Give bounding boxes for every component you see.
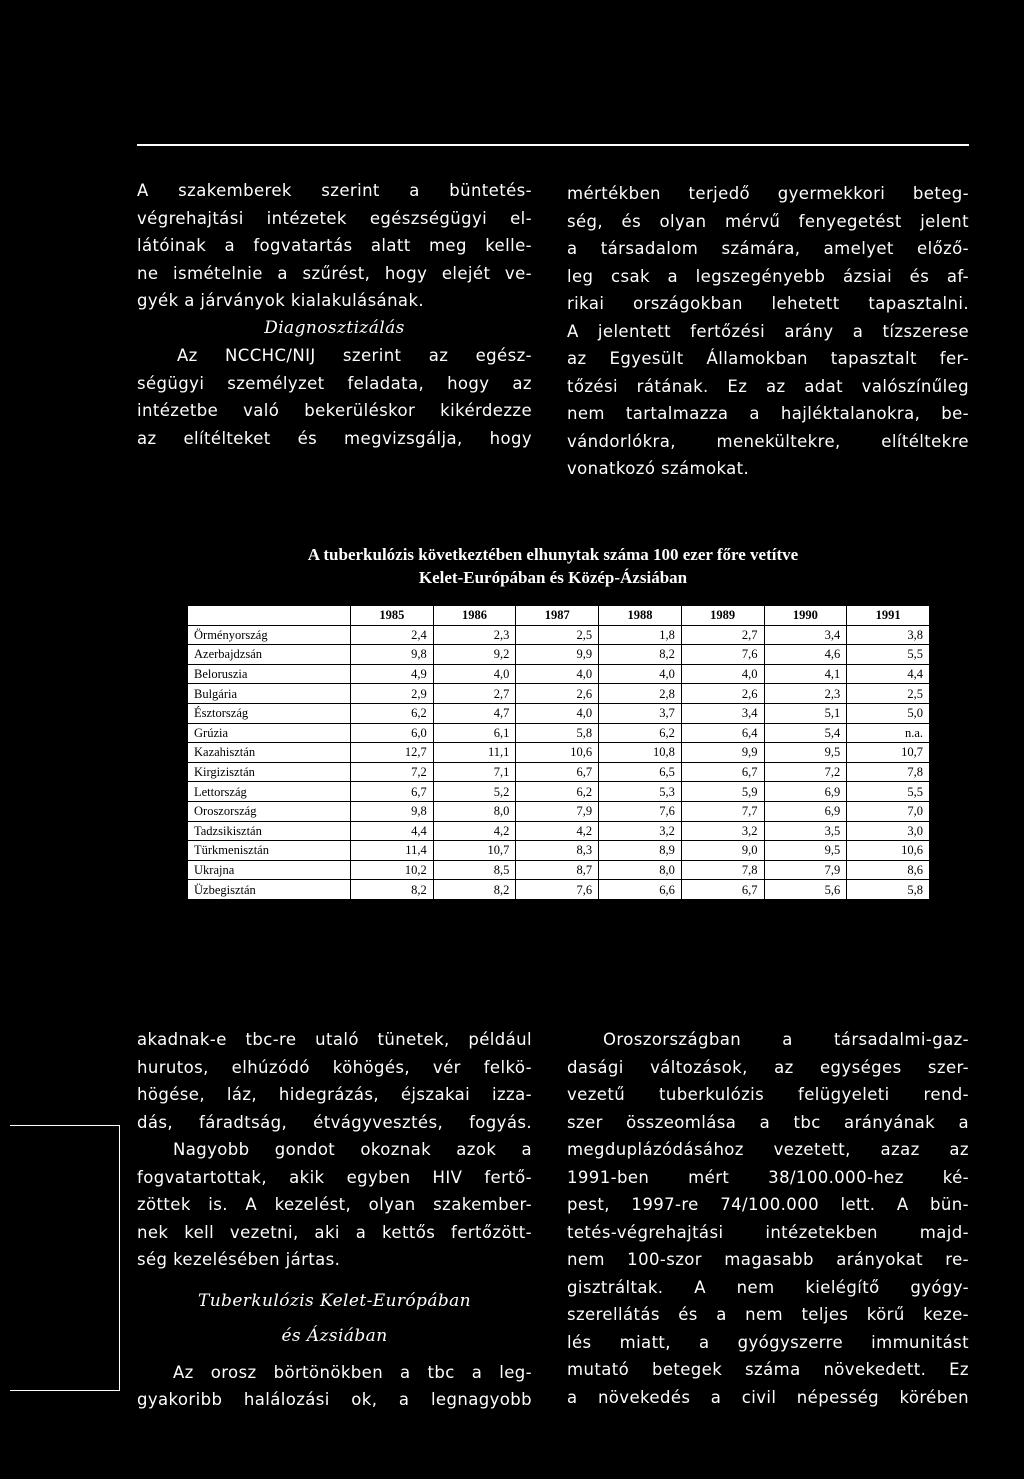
text-line: nem tartalmazza a hajléktalanokra, be- <box>567 404 969 423</box>
value-cell: 7,1 <box>433 762 516 782</box>
value-cell: 8,2 <box>433 880 516 900</box>
country-cell: Azerbajdzsán <box>188 645 351 665</box>
value-cell: 7,6 <box>516 880 599 900</box>
text-line: végrehajtási intézetek egészségügyi el- <box>137 208 532 228</box>
value-cell: 7,2 <box>764 762 847 782</box>
value-cell: 5,0 <box>847 703 930 723</box>
text-line: pest, 1997-re 74/100.000 lett. A bün- <box>567 1195 969 1214</box>
value-cell: 4,4 <box>351 821 434 841</box>
table-row <box>188 782 930 802</box>
section-heading-tb-asia: és Ázsiában <box>281 1326 388 1346</box>
value-cell: 5,4 <box>764 723 847 743</box>
year-header: 1986 <box>433 606 516 626</box>
text-line: Oroszországban a társadalmi-gaz- <box>603 1030 969 1049</box>
text-line: A szakemberek szerint a büntetés- <box>137 181 532 200</box>
text-line: ség, és olyan mérvű fenyegetést jelent <box>567 211 969 231</box>
year-header: 1991 <box>847 606 930 626</box>
value-cell: 6,6 <box>599 880 682 900</box>
value-cell: 8,9 <box>599 841 682 861</box>
country-cell: Bulgária <box>188 684 351 704</box>
table-caption: A tuberkulózis következtében elhunytak száma 100 ezer főre vetítve <box>307 545 799 564</box>
value-cell: 9,9 <box>516 645 599 665</box>
table-caption-subtitle: Kelet-Európában és Közép-Ázsiában <box>418 568 688 587</box>
text-line: ség kezelésében jártas. <box>137 1250 341 1269</box>
table-row <box>188 684 930 704</box>
text-line: lés miatt, a gyógyszerre immunitást <box>567 1332 969 1352</box>
country-cell: Beloruszia <box>188 664 351 684</box>
text-line: gyék a járványok kialakulásának. <box>137 291 425 310</box>
value-cell: 4,4 <box>847 664 930 684</box>
value-cell: 6,7 <box>351 782 434 802</box>
value-cell: 8,0 <box>433 801 516 821</box>
value-cell: 8,0 <box>599 860 682 880</box>
year-header: 1990 <box>764 606 847 626</box>
value-cell: 7,6 <box>599 801 682 821</box>
value-cell: 12,7 <box>351 743 434 763</box>
text-line: Nagyobb gondot okoznak azok a <box>173 1140 532 1159</box>
text-line: nek kell vezetni, aki a kettős fertőzött- <box>137 1222 532 1242</box>
country-cell: Örményország <box>188 625 351 645</box>
text-line: rikai országokban lehetett tapasztalni. <box>567 294 969 313</box>
text-line: az Egyesült Államokban tapasztalt fer- <box>567 349 969 368</box>
value-cell: 5,2 <box>433 782 516 802</box>
value-cell: 3,8 <box>847 625 930 645</box>
text-line: gisztráltak. A nem kielégítő gyógy- <box>567 1277 969 1297</box>
text-line: dás, fáradtság, étvágyvesztés, fogyás. <box>137 1112 532 1132</box>
value-cell: 6,2 <box>351 703 434 723</box>
section-heading-diagnosis: Diagnosztizálás <box>264 317 405 338</box>
tb-death-rate-table <box>187 605 930 900</box>
value-cell: 9,5 <box>764 841 847 861</box>
text-line: 1991-ben mért 38/100.000-hez ké- <box>567 1167 969 1187</box>
text-line: Az orosz börtönökben a tbc a leg- <box>173 1362 532 1382</box>
value-cell: 7,8 <box>681 860 764 880</box>
value-cell: 4,1 <box>764 664 847 684</box>
text-line: zöttek is. A kezelést, olyan szakember- <box>137 1195 532 1214</box>
text-line: intézetbe való bekerüléskor kikérdezze <box>137 401 532 420</box>
text-line: a társadalom számára, amelyet előző- <box>567 239 969 258</box>
table-row <box>188 743 930 763</box>
value-cell: 2,4 <box>351 625 434 645</box>
value-cell: 4,2 <box>433 821 516 841</box>
value-cell: 4,0 <box>681 664 764 684</box>
value-cell: 10,7 <box>847 743 930 763</box>
value-cell: 2,3 <box>764 684 847 704</box>
column-bottom-right <box>567 1026 969 1411</box>
value-cell: 2,6 <box>516 684 599 704</box>
value-cell: 3,0 <box>847 821 930 841</box>
value-cell: 8,3 <box>516 841 599 861</box>
value-cell: 3,4 <box>681 703 764 723</box>
text-line: dasági változások, az egységes szer- <box>567 1057 969 1077</box>
column-top-right <box>567 180 969 483</box>
value-cell: 6,9 <box>764 801 847 821</box>
text-line: Az NCCHC/NIJ szerint az egész- <box>177 346 532 365</box>
value-cell: 4,6 <box>764 645 847 665</box>
value-cell: 2,5 <box>516 625 599 645</box>
value-cell: 2,6 <box>681 684 764 704</box>
table-row <box>188 821 930 841</box>
column-bottom-left <box>137 1026 532 1414</box>
year-header: 1987 <box>516 606 599 626</box>
table-row <box>188 625 930 645</box>
value-cell: 6,7 <box>681 762 764 782</box>
value-cell: 7,7 <box>681 801 764 821</box>
value-cell: 7,9 <box>516 801 599 821</box>
value-cell: 8,2 <box>351 880 434 900</box>
text-line: vezetű tuberkulózis felügyeleti rend- <box>567 1085 969 1104</box>
value-cell: 6,7 <box>681 880 764 900</box>
value-cell: 10,7 <box>433 841 516 861</box>
value-cell: 7,9 <box>764 860 847 880</box>
value-cell: 3,2 <box>681 821 764 841</box>
value-cell: 6,2 <box>599 723 682 743</box>
column-top-left <box>137 177 532 452</box>
text-line: ségügyi személyzet feladata, hogy az <box>137 373 532 393</box>
table-row <box>188 762 930 782</box>
year-header: 1989 <box>681 606 764 626</box>
value-cell: 5,9 <box>681 782 764 802</box>
text-line: szer összeomlása a tbc arányának a <box>567 1112 969 1132</box>
value-cell: 2,9 <box>351 684 434 704</box>
country-cell: Lettország <box>188 782 351 802</box>
country-cell: Észtország <box>188 703 351 723</box>
value-cell: 3,4 <box>764 625 847 645</box>
value-cell: 1,8 <box>599 625 682 645</box>
value-cell: 5,6 <box>764 880 847 900</box>
margin-box-decoration <box>10 1125 120 1391</box>
table-row <box>188 880 930 900</box>
text-line: högése, láz, hidegrázás, éjszakai izza- <box>137 1085 532 1104</box>
value-cell: 2,8 <box>599 684 682 704</box>
table-row <box>188 860 930 880</box>
text-line: mutató betegek száma növekedett. Ez <box>567 1360 969 1379</box>
text-line: az elítélteket és megvizsgálja, hogy <box>137 428 532 448</box>
table-row <box>188 723 930 743</box>
text-line: A jelentett fertőzési arány a tízszerese <box>567 321 969 341</box>
value-cell: 4,9 <box>351 664 434 684</box>
value-cell: 2,3 <box>433 625 516 645</box>
text-line: leg csak a legszegényebb ázsiai és af- <box>567 266 969 286</box>
value-cell: 8,5 <box>433 860 516 880</box>
value-cell: 4,7 <box>433 703 516 723</box>
table-row <box>188 664 930 684</box>
section-heading-tb-eastern-europe: Tuberkulózis Kelet-Európában <box>197 1290 472 1311</box>
value-cell: 5,8 <box>847 880 930 900</box>
value-cell: 3,2 <box>599 821 682 841</box>
value-cell: 6,5 <box>599 762 682 782</box>
country-cell: Kazahisztán <box>188 743 351 763</box>
value-cell: 9,8 <box>351 801 434 821</box>
value-cell: 6,1 <box>433 723 516 743</box>
value-cell: 3,5 <box>764 821 847 841</box>
value-cell: 9,8 <box>351 645 434 665</box>
value-cell: 9,0 <box>681 841 764 861</box>
value-cell: 9,9 <box>681 743 764 763</box>
text-line: akadnak-e tbc-re utaló tünetek, például <box>137 1030 532 1049</box>
country-cell: Üzbegisztán <box>188 880 351 900</box>
value-cell: 11,1 <box>433 743 516 763</box>
value-cell: 8,7 <box>516 860 599 880</box>
table-row <box>188 703 930 723</box>
text-line: szerellátás és a nem teljes körű keze- <box>567 1305 969 1324</box>
text-line: nem 100-szor magasabb arányokat re- <box>567 1250 969 1269</box>
text-line: látóinak a fogvatartás alatt meg kelle- <box>137 236 532 255</box>
value-cell: 2,7 <box>681 625 764 645</box>
country-cell: Türkmenisztán <box>188 841 351 861</box>
value-cell: 9,5 <box>764 743 847 763</box>
text-line: tetés-végrehajtási intézetekben majd- <box>567 1222 969 1242</box>
year-header: 1988 <box>599 606 682 626</box>
value-cell: 5,8 <box>516 723 599 743</box>
value-cell: 5,5 <box>847 782 930 802</box>
value-cell: 10,8 <box>599 743 682 763</box>
value-cell: 7,0 <box>847 801 930 821</box>
text-line: ne ismételnie a szűrést, hogy elejét ve- <box>137 263 532 283</box>
text-line: vonatkozó számokat. <box>567 459 750 478</box>
value-cell: 2,5 <box>847 684 930 704</box>
country-cell: Oroszország <box>188 801 351 821</box>
value-cell: 7,8 <box>847 762 930 782</box>
value-cell: 10,6 <box>847 841 930 861</box>
table-row <box>188 645 930 665</box>
value-cell: 9,2 <box>433 645 516 665</box>
value-cell: 4,0 <box>516 703 599 723</box>
value-cell: 5,5 <box>847 645 930 665</box>
table-row <box>188 841 930 861</box>
text-line: tőzési rátának. Ez az adat valószínűleg <box>567 376 969 396</box>
value-cell: 6,7 <box>516 762 599 782</box>
value-cell: 2,7 <box>433 684 516 704</box>
value-cell: 7,2 <box>351 762 434 782</box>
text-line: hurutos, elhúzódó köhögés, vér felkö- <box>137 1057 532 1077</box>
table-header-row <box>188 606 930 626</box>
text-line: gyakoribb halálozási ok, a legnagyobb <box>137 1390 532 1409</box>
value-cell: 6,0 <box>351 723 434 743</box>
value-cell: 8,2 <box>599 645 682 665</box>
value-cell: 7,6 <box>681 645 764 665</box>
value-cell: n.a. <box>847 723 930 743</box>
country-cell: Grúzia <box>188 723 351 743</box>
country-cell: Tadzsikisztán <box>188 821 351 841</box>
value-cell: 6,4 <box>681 723 764 743</box>
value-cell: 6,2 <box>516 782 599 802</box>
text-line: mértékben terjedő gyermekkori beteg- <box>567 184 969 203</box>
value-cell: 5,1 <box>764 703 847 723</box>
value-cell: 10,6 <box>516 743 599 763</box>
value-cell: 4,0 <box>433 664 516 684</box>
value-cell: 5,3 <box>599 782 682 802</box>
value-cell: 11,4 <box>351 841 434 861</box>
corner-cell <box>188 606 351 626</box>
text-line: vándorlókra, menekültekre, elítéltekre <box>567 431 969 451</box>
value-cell: 10,2 <box>351 860 434 880</box>
value-cell: 4,0 <box>599 664 682 684</box>
top-rule <box>137 144 969 146</box>
text-line: fogvatartottak, akik egyben HIV fertő- <box>137 1167 532 1187</box>
text-line: a növekedés a civil népesség körében <box>567 1387 969 1407</box>
value-cell: 3,7 <box>599 703 682 723</box>
table-row <box>188 801 930 821</box>
value-cell: 4,2 <box>516 821 599 841</box>
year-header: 1985 <box>351 606 434 626</box>
country-cell: Ukrajna <box>188 860 351 880</box>
value-cell: 4,0 <box>516 664 599 684</box>
value-cell: 8,6 <box>847 860 930 880</box>
country-cell: Kirgizisztán <box>188 762 351 782</box>
value-cell: 6,9 <box>764 782 847 802</box>
text-line: megduplázódásához vezetett, azaz az <box>567 1140 969 1159</box>
